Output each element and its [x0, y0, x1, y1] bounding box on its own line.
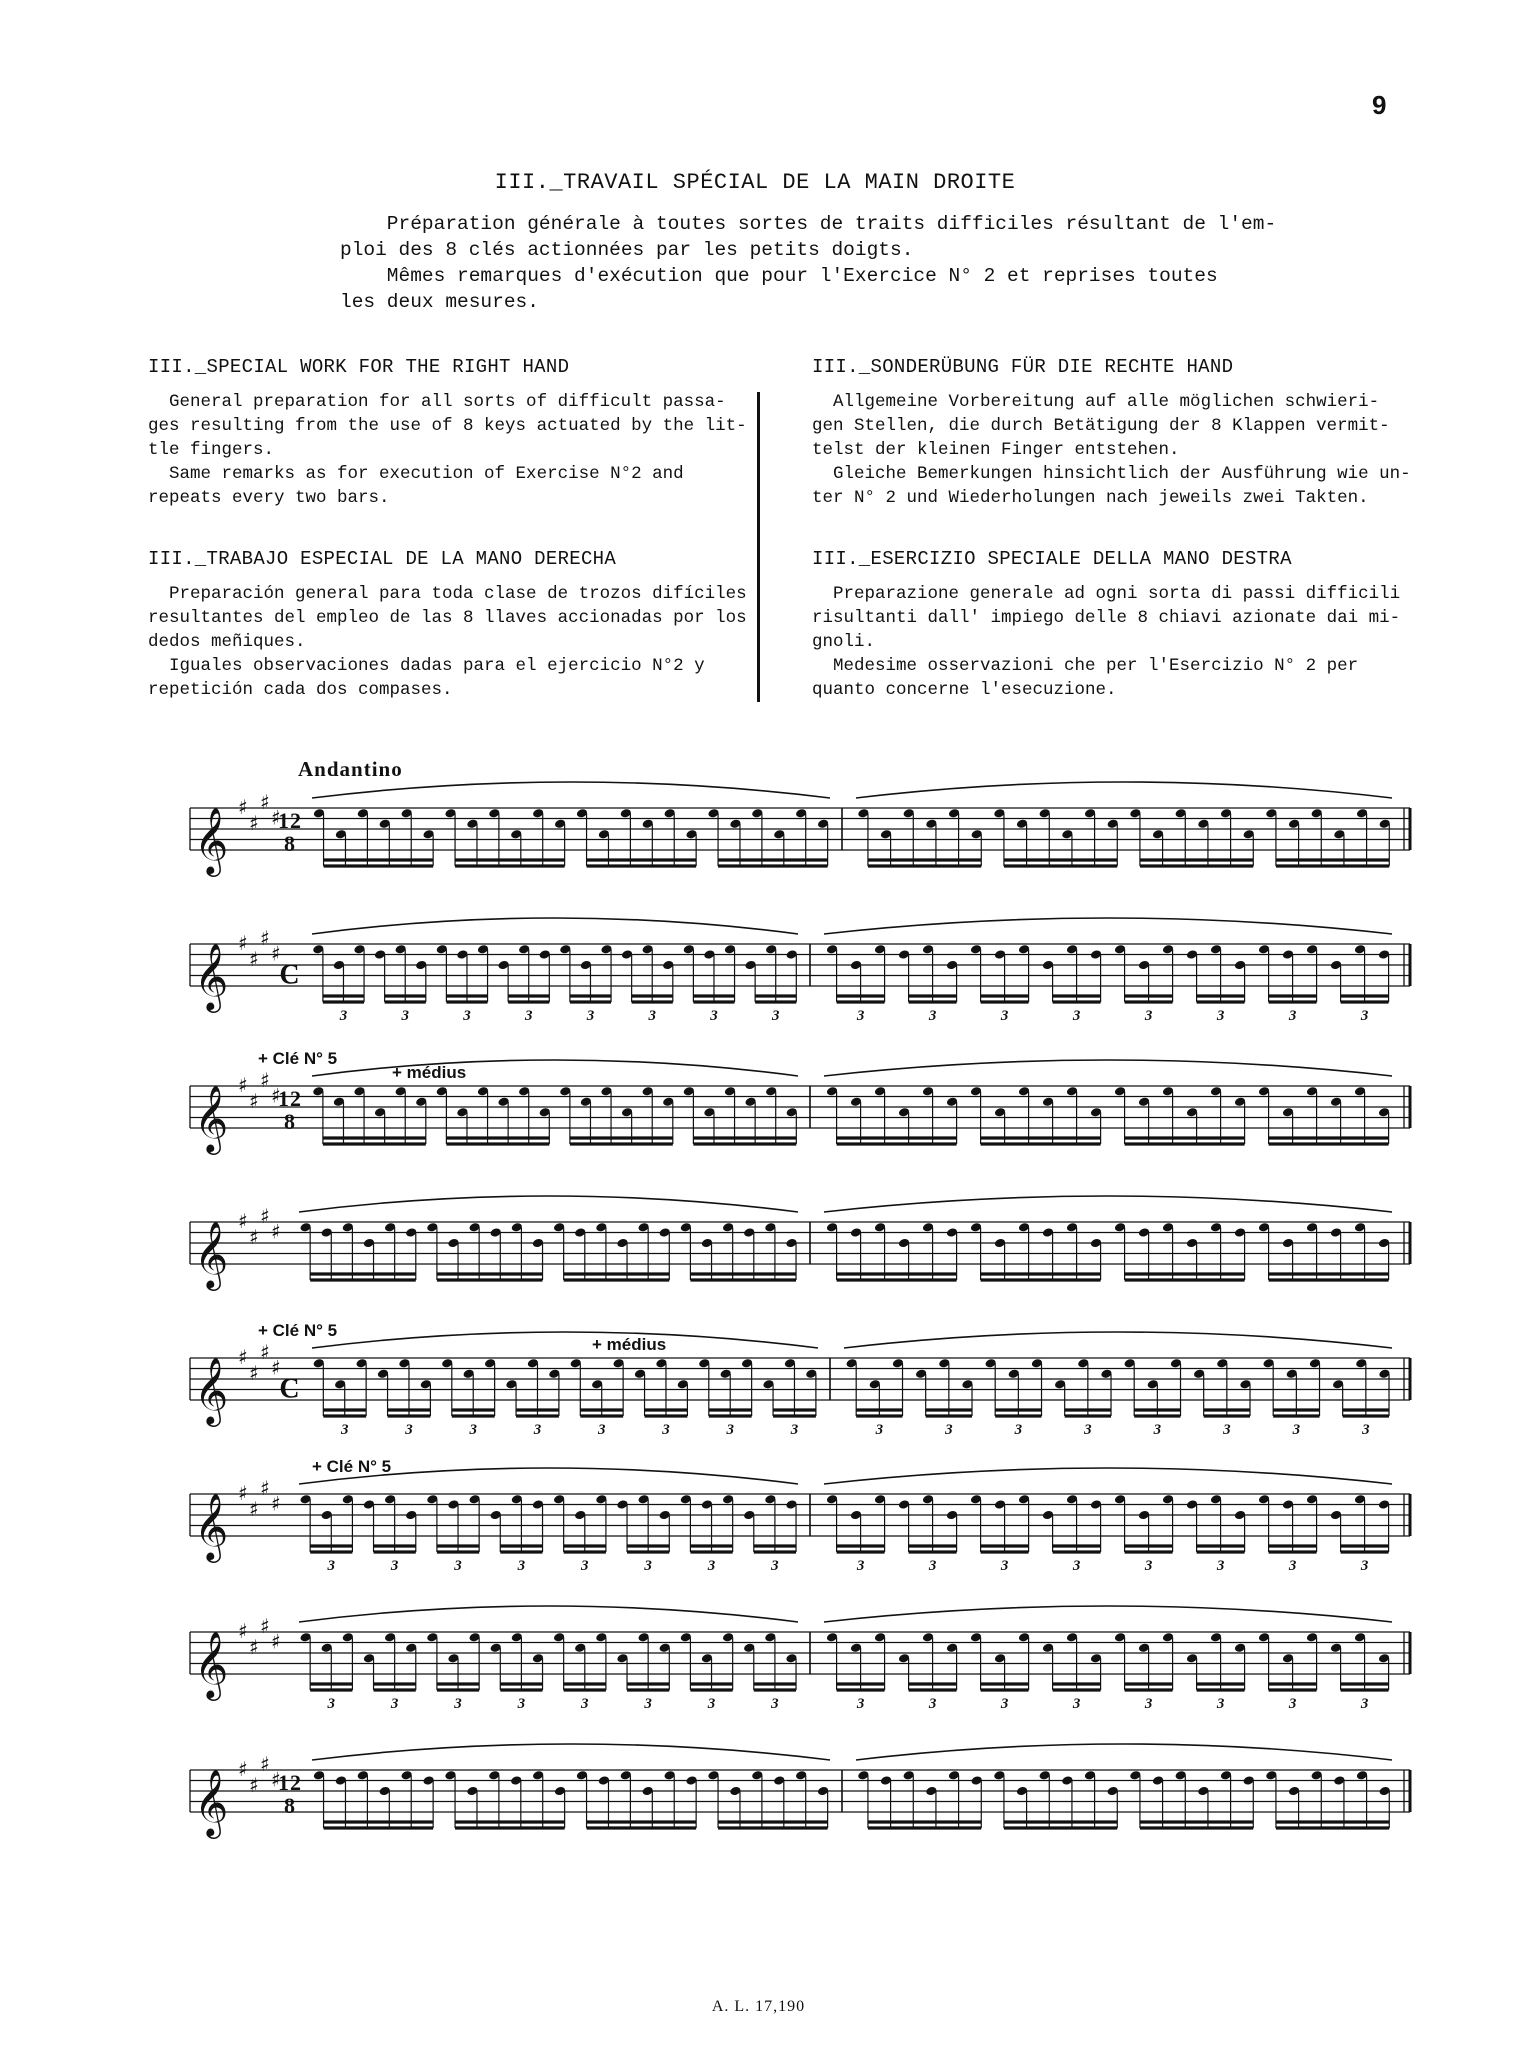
triplet-mark: 3	[726, 1422, 734, 1438]
triplet-mark: 3	[1144, 1696, 1153, 1712]
sharp-icon: ♯	[271, 1767, 281, 1792]
treble-clef-icon: 𝄞	[194, 1768, 230, 1836]
triplet-mark: 3	[390, 1696, 399, 1712]
page-number: 9	[1372, 90, 1387, 120]
sharp-icon: ♯	[271, 1083, 281, 1108]
sharp-icon: ♯	[271, 941, 281, 966]
sharp-icon: ♯	[260, 789, 270, 814]
triplet-mark: 3	[1000, 1558, 1009, 1574]
english-line: ges resulting from the use of 8 keys actuated by the lit-	[148, 416, 747, 436]
german-title: III._SONDERÜBUNG FÜR DIE RECHTE HAND	[812, 356, 1234, 378]
slur	[824, 1196, 1392, 1212]
triplet-mark: 3	[1014, 1422, 1023, 1438]
triplet-mark: 3	[524, 1008, 533, 1024]
sharp-icon: ♯	[249, 1224, 259, 1249]
english-line: tle fingers.	[148, 440, 275, 460]
triplet-mark: 3	[771, 1696, 779, 1712]
french-line: Mêmes remarques d'exécution que pour l'Exercice N° 2 et reprises toutes	[340, 265, 1218, 287]
sharp-icon: ♯	[260, 1067, 270, 1092]
triplet-mark: 3	[790, 1422, 799, 1438]
triplet-mark: 3	[875, 1422, 884, 1438]
triplet-mark: 3	[517, 1558, 526, 1574]
triplet-mark: 3	[1360, 1696, 1369, 1712]
treble-clef-icon: 𝄞	[194, 1356, 230, 1424]
slur	[299, 1196, 798, 1212]
sharp-icon: ♯	[271, 805, 281, 830]
sharp-icon: ♯	[249, 1360, 259, 1385]
sharp-icon: ♯	[238, 1481, 248, 1505]
triplet-mark: 3	[856, 1008, 865, 1024]
triplet-mark: 3	[1000, 1696, 1009, 1712]
english-line: General preparation for all sorts of difficult passa-	[148, 392, 726, 412]
triplet-mark: 3	[856, 1558, 865, 1574]
plate-number: A. L. 17,190	[711, 1998, 806, 2015]
treble-clef-icon: 𝄞	[194, 806, 230, 874]
triplet-mark: 3	[1292, 1422, 1301, 1438]
time-signature-numerator: 12	[278, 1770, 302, 1795]
treble-clef-icon: 𝄞	[194, 1492, 230, 1560]
italian-title: III._ESERCIZIO SPECIALE DELLA MANO DESTRA	[812, 548, 1292, 570]
sharp-icon: ♯	[238, 1073, 248, 1097]
triplet-mark: 3	[327, 1558, 336, 1574]
fingering-annotation: + Clé N° 5	[312, 1457, 392, 1476]
triplet-mark: 3	[454, 1696, 462, 1712]
slur	[856, 1744, 1392, 1760]
slur	[312, 782, 830, 798]
triplet-mark: 3	[1288, 1008, 1297, 1024]
triplet-mark: 3	[1144, 1558, 1153, 1574]
time-signature-denominator: 8	[284, 1109, 296, 1134]
sharp-icon: ♯	[238, 1619, 248, 1643]
fingering-annotation: + médius	[592, 1335, 667, 1354]
sharp-icon: ♯	[249, 1088, 259, 1113]
triplet-mark: 3	[1000, 1008, 1009, 1024]
time-signature-denominator: 8	[284, 1793, 296, 1818]
fingering-annotation: + Clé N° 5	[258, 1321, 338, 1340]
slur	[824, 918, 1392, 934]
triplet-mark: 3	[1084, 1422, 1092, 1438]
triplet-mark: 3	[945, 1422, 953, 1438]
triplet-mark: 3	[1360, 1558, 1369, 1574]
slur	[824, 1060, 1392, 1076]
spanish-line: Iguales observaciones dadas para el ejercicio N°2 y	[148, 656, 705, 676]
triplet-mark: 3	[1288, 1696, 1297, 1712]
triplet-mark: 3	[1072, 1558, 1081, 1574]
triplet-mark: 3	[1153, 1422, 1162, 1438]
sharp-icon: ♯	[271, 1355, 281, 1380]
treble-clef-icon: 𝄞	[194, 1630, 230, 1698]
triplet-mark: 3	[928, 1696, 937, 1712]
triplet-mark: 3	[771, 1558, 779, 1574]
fingering-annotation: + médius	[392, 1063, 467, 1082]
spanish-line: repetición cada dos compases.	[148, 680, 453, 700]
sharp-icon: ♯	[271, 1629, 281, 1654]
fingering-annotation: + Clé N° 5	[258, 1049, 338, 1068]
triplet-mark: 3	[928, 1558, 937, 1574]
time-signature-denominator: 8	[284, 831, 296, 856]
triplet-mark: 3	[327, 1696, 336, 1712]
triplet-mark: 3	[454, 1558, 462, 1574]
spanish-title: III._TRABAJO ESPECIAL DE LA MANO DERECHA	[148, 548, 617, 570]
sharp-icon: ♯	[249, 1634, 259, 1659]
slur	[824, 1468, 1392, 1484]
italian-line: Medesime osservazioni che per l'Esercizio N° 2 per	[812, 656, 1359, 676]
french-line: les deux mesures.	[340, 291, 539, 313]
common-time-symbol: C	[279, 1373, 301, 1405]
english-line: repeats every two bars.	[148, 488, 390, 508]
italian-line: Preparazione generale ad ogni sorta di passi difficili	[812, 584, 1401, 604]
triplet-mark: 3	[463, 1008, 471, 1024]
slur	[312, 1332, 818, 1348]
triplet-mark: 3	[856, 1696, 865, 1712]
time-signature-numerator: 12	[278, 808, 302, 833]
triplet-mark: 3	[1216, 1558, 1225, 1574]
triplet-mark: 3	[1362, 1422, 1370, 1438]
sharp-icon: ♯	[249, 810, 259, 835]
triplet-mark: 3	[771, 1008, 780, 1024]
sharp-icon: ♯	[260, 1613, 270, 1638]
treble-clef-icon: 𝄞	[194, 1084, 230, 1152]
slur	[824, 1606, 1392, 1622]
sharp-icon: ♯	[249, 1772, 259, 1797]
slur	[856, 782, 1392, 798]
triplet-mark: 3	[1072, 1008, 1081, 1024]
time-signature-numerator: 12	[278, 1086, 302, 1111]
german-line: ter N° 2 und Wiederholungen nach jeweils zwei Takten.	[812, 488, 1369, 508]
italian-line: risultanti dall' impiego delle 8 chiavi azionate dai mi-	[812, 608, 1401, 628]
french-line: ploi des 8 clés actionnées par les petits doigts.	[340, 239, 914, 261]
triplet-mark: 3	[648, 1008, 656, 1024]
sharp-icon: ♯	[260, 1475, 270, 1500]
spanish-line: Preparación general para toda clase de trozos difíciles	[148, 584, 747, 604]
triplet-mark: 3	[581, 1558, 589, 1574]
triplet-mark: 3	[1144, 1008, 1153, 1024]
tempo-marking: Andantino	[298, 757, 403, 781]
french-line: Préparation générale à toutes sortes de traits difficiles résultant de l'em-	[340, 213, 1277, 235]
triplet-mark: 3	[586, 1008, 595, 1024]
triplet-mark: 3	[469, 1422, 477, 1438]
english-title: III._SPECIAL WORK FOR THE RIGHT HAND	[148, 356, 570, 378]
sharp-icon: ♯	[249, 1496, 259, 1521]
spanish-line: dedos meñiques.	[148, 632, 306, 652]
sharp-icon: ♯	[260, 1203, 270, 1228]
triplet-mark: 3	[1288, 1558, 1297, 1574]
italian-line: gnoli.	[812, 632, 876, 652]
sharp-icon: ♯	[271, 1491, 281, 1516]
sharp-icon: ♯	[271, 1219, 281, 1244]
slur	[312, 918, 798, 934]
german-line: gen Stellen, die durch Betätigung der 8 Klappen vermit-	[812, 416, 1390, 436]
triplet-mark: 3	[707, 1558, 716, 1574]
french-title: III._TRAVAIL SPÉCIAL DE LA MAIN DROITE	[494, 170, 1016, 195]
triplet-mark: 3	[710, 1008, 718, 1024]
sharp-icon: ♯	[260, 1339, 270, 1364]
triplet-mark: 3	[339, 1008, 348, 1024]
sharp-icon: ♯	[260, 1751, 270, 1776]
triplet-mark: 3	[390, 1558, 399, 1574]
triplet-mark: 3	[1223, 1422, 1231, 1438]
english-line: Same remarks as for execution of Exercise N°2 and	[148, 464, 684, 484]
german-line: Gleiche Bemerkungen hinsichtlich der Ausführung wie un-	[812, 464, 1411, 484]
triplet-mark: 3	[405, 1422, 413, 1438]
spanish-line: resultantes del empleo de las 8 llaves accionadas por los	[148, 608, 747, 628]
slur	[312, 1744, 830, 1760]
german-line: Allgemeine Vorbereitung auf alle möglichen schwieri-	[812, 392, 1380, 412]
italian-line: quanto concerne l'esecuzione.	[812, 680, 1117, 700]
triplet-mark: 3	[644, 1558, 652, 1574]
sharp-icon: ♯	[238, 1345, 248, 1369]
german-line: telst der kleinen Finger entstehen.	[812, 440, 1180, 460]
triplet-mark: 3	[581, 1696, 589, 1712]
triplet-mark: 3	[1072, 1696, 1081, 1712]
sharp-icon: ♯	[249, 946, 259, 971]
slur	[312, 1060, 798, 1076]
triplet-mark: 3	[928, 1008, 937, 1024]
triplet-mark: 3	[597, 1422, 606, 1438]
triplet-mark: 3	[1216, 1008, 1225, 1024]
sharp-icon: ♯	[238, 931, 248, 955]
treble-clef-icon: 𝄞	[194, 942, 230, 1010]
triplet-mark: 3	[340, 1422, 349, 1438]
triplet-mark: 3	[644, 1696, 652, 1712]
common-time-symbol: C	[279, 959, 301, 991]
sharp-icon: ♯	[238, 1209, 248, 1233]
slur	[299, 1606, 798, 1622]
treble-clef-icon: 𝄞	[194, 1220, 230, 1288]
triplet-mark: 3	[662, 1422, 670, 1438]
slur	[844, 1332, 1392, 1348]
triplet-mark: 3	[1216, 1696, 1225, 1712]
sharp-icon: ♯	[260, 925, 270, 950]
triplet-mark: 3	[1360, 1008, 1369, 1024]
sharp-icon: ♯	[238, 795, 248, 819]
triplet-mark: 3	[707, 1696, 716, 1712]
triplet-mark: 3	[517, 1696, 526, 1712]
triplet-mark: 3	[533, 1422, 542, 1438]
triplet-mark: 3	[401, 1008, 409, 1024]
sharp-icon: ♯	[238, 1757, 248, 1781]
